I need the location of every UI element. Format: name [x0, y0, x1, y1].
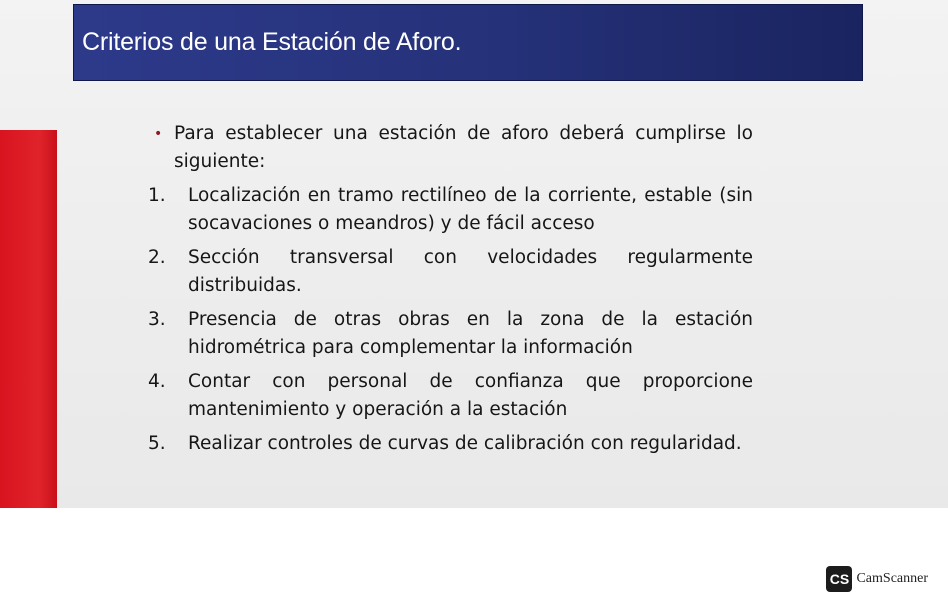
slide-content — [148, 120, 753, 464]
list-number: 5. — [148, 433, 166, 454]
list-number: 4. — [148, 371, 166, 392]
list-number: 3. — [148, 309, 166, 330]
list-item-text: Localización en tramo rectilíneo de la corriente, estable (sin socavaciones o meandros) y de fácil acceso — [188, 185, 753, 234]
list-number: 2. — [148, 247, 166, 268]
list-number: 1. — [148, 185, 166, 206]
list-item-1 — [148, 182, 753, 238]
title-bar — [73, 4, 863, 81]
bullet-marker: • — [154, 126, 163, 142]
list-item-text: Realizar controles de curvas de calibración con regularidad. — [188, 433, 742, 454]
intro-bullet — [148, 120, 753, 176]
list-item-text: Contar con personal de confianza que proporcione mantenimiento y operación a la estación — [188, 371, 753, 420]
camscanner-name: CamScanner — [856, 571, 928, 586]
camscanner-watermark — [826, 566, 928, 592]
intro-text: Para establecer una estación de aforo deberá cumplirse lo siguiente: — [174, 123, 753, 172]
list-item-text: Sección transversal con velocidades regularmente distribuidas. — [188, 247, 753, 296]
list-item-2 — [148, 244, 753, 300]
camscanner-logo-icon: CS — [826, 566, 852, 592]
list-item-4 — [148, 368, 753, 424]
slide-title: Criterios de una Estación de Aforo. — [82, 28, 462, 56]
list-item-5 — [148, 430, 753, 458]
list-item-3 — [148, 306, 753, 362]
red-accent-band — [0, 130, 57, 508]
list-item-text: Presencia de otras obras en la zona de la estación hidrométrica para complementar la información — [188, 309, 753, 358]
